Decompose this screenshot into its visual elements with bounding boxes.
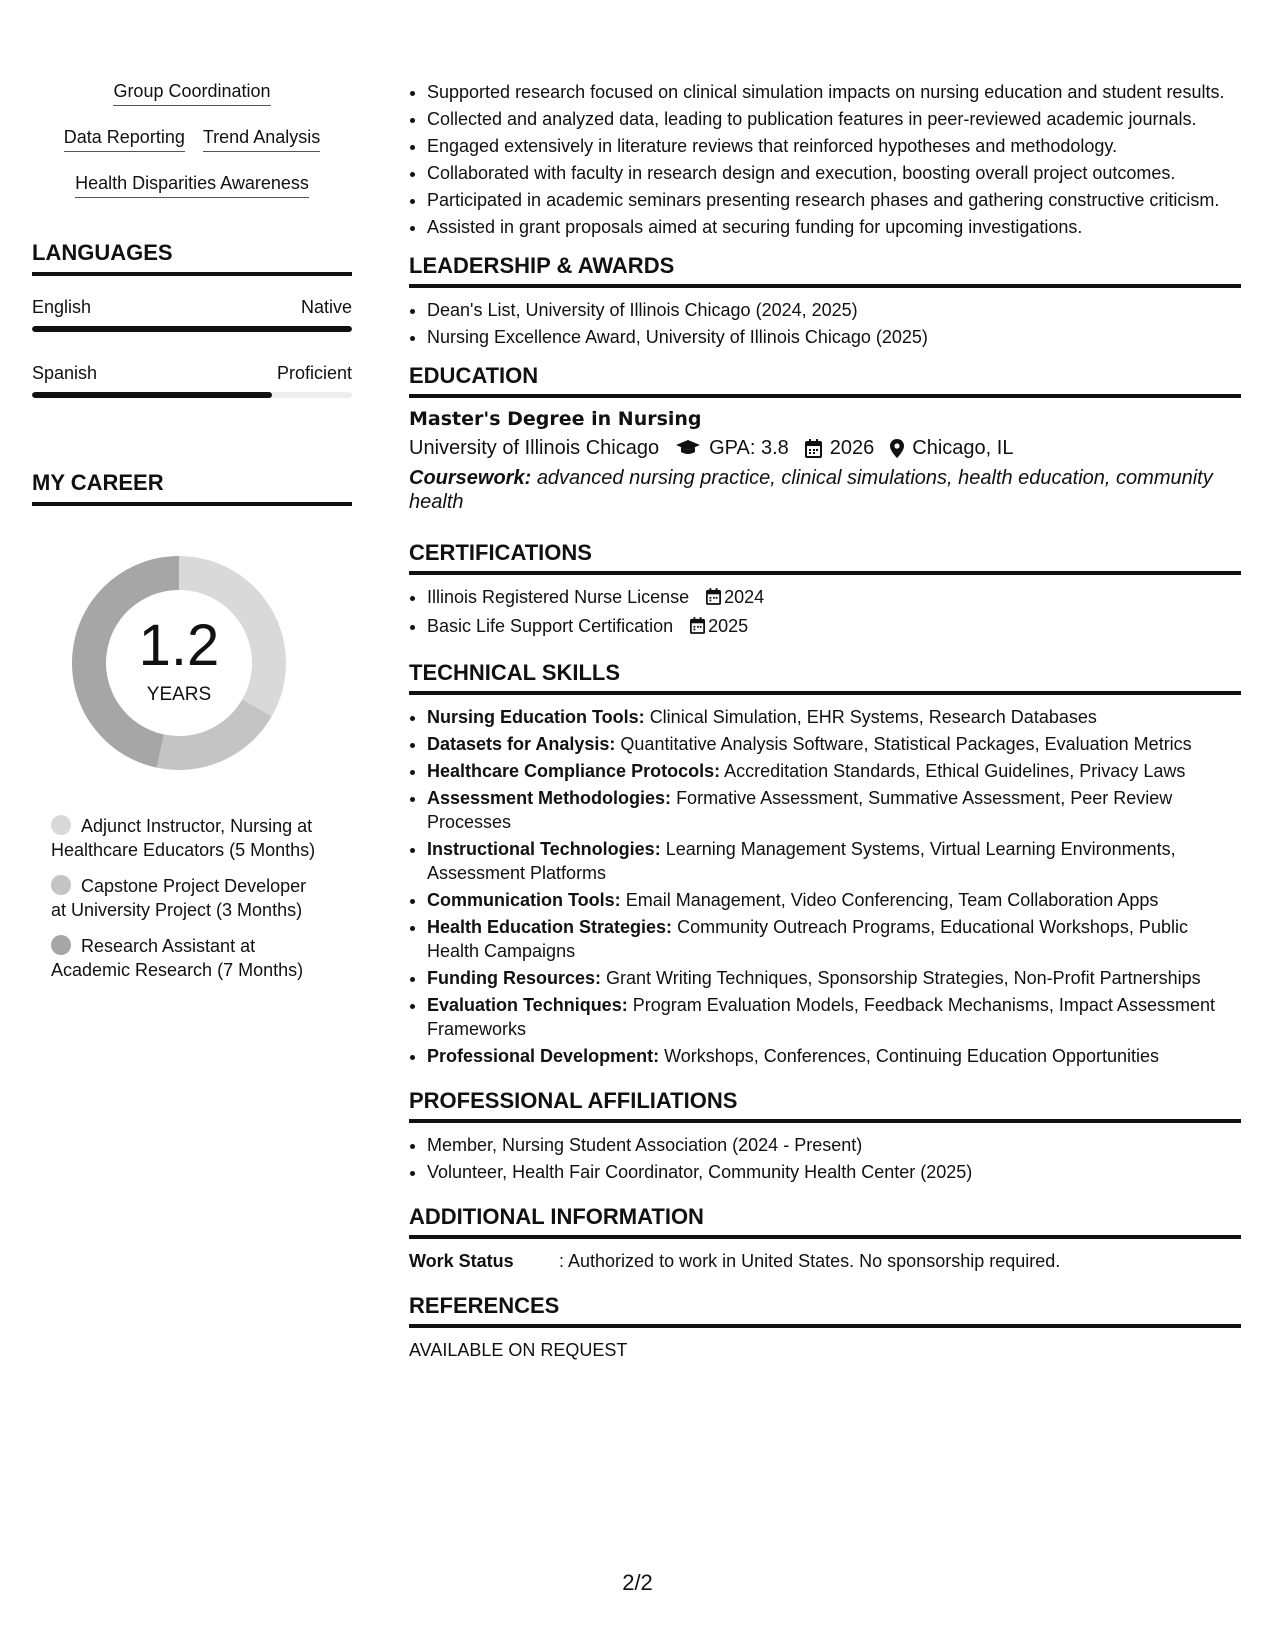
language-bar-fill (32, 392, 272, 398)
skill-label: Funding Resources: (427, 968, 602, 988)
career-item (51, 874, 321, 922)
list-item (427, 759, 1241, 783)
cert-name: Illinois Registered Nurse License (427, 587, 690, 607)
coursework (409, 466, 1241, 514)
skill-row (32, 172, 352, 198)
list-item: • Nursing Excellence Award, University of Illinois Chicago (2025) (427, 325, 1241, 349)
language-item (32, 362, 352, 398)
skill-tag: Health Disparities Awareness (75, 172, 309, 198)
calendar-icon (805, 439, 822, 458)
additional-info-heading: ADDITIONAL INFORMATION (409, 1204, 1241, 1239)
career-item-text: Research Assistant at Academic Research (7 Months) (51, 936, 304, 980)
legend-dot (51, 875, 71, 895)
location: Chicago, IL (912, 437, 1014, 459)
skill-value: Program Evaluation Models, Feedback Mechanisms, Impact Assessment Frameworks (427, 995, 1215, 1039)
list-item (427, 1044, 1241, 1068)
right-column (409, 80, 1241, 1362)
list-item: • Supported research focused on clinical simulation impacts on nursing education and student results. (427, 80, 1241, 104)
career-unit: YEARS (146, 684, 212, 705)
list-item: • Collected and analyzed data, leading to publication features in peer-reviewed academic journals. (427, 107, 1241, 131)
references-text: AVAILABLE ON REQUEST (409, 1340, 628, 1360)
affiliations-heading: PROFESSIONAL AFFILIATIONS (409, 1088, 1241, 1123)
legend-dot (51, 935, 71, 955)
skill-label: Nursing Education Tools: (427, 707, 645, 727)
cert-year: 2025 (708, 616, 749, 636)
coursework-text: advanced nursing practice, clinical simulations, health education, community health (409, 467, 1213, 513)
coursework-label: Coursework: (409, 467, 532, 489)
skill-label: Evaluation Techniques: (427, 995, 628, 1015)
career-heading: MY CAREER (32, 470, 352, 506)
skill-value: Learning Management Systems, Virtual Learning Environments, Assessment Platforms (427, 839, 1176, 883)
graduation-cap-icon (675, 439, 701, 457)
location-pin-icon (890, 439, 904, 458)
technical-skills-heading: TECHNICAL SKILLS (409, 660, 1241, 695)
left-column (32, 80, 352, 994)
career-item (51, 934, 321, 982)
skill-label: Assessment Methodologies: (427, 788, 672, 808)
skill-value: Clinical Simulation, EHR Systems, Research Databases (649, 707, 1097, 727)
career-donut (64, 548, 294, 778)
certifications-list (409, 585, 1241, 640)
technical-skills-list (409, 705, 1241, 1068)
page-number: 2/2 (622, 1570, 653, 1595)
work-status (409, 1249, 1241, 1273)
graduation-year: 2026 (829, 437, 875, 459)
list-item: • Member, Nursing Student Association (2024 - Present) (427, 1133, 1241, 1157)
language-bar (32, 392, 352, 398)
skill-value: Accreditation Standards, Ethical Guidelines, Privacy Laws (724, 761, 1186, 781)
skill-label: Communication Tools: (427, 890, 621, 910)
skill-tag: Group Coordination (113, 80, 270, 106)
skill-row (32, 80, 352, 106)
skill-value: Email Management, Video Conferencing, Team Collaboration Apps (625, 890, 1159, 910)
list-item: • Assisted in grant proposals aimed at securing funding for upcoming investigations. (427, 215, 1241, 239)
list-item (427, 837, 1241, 885)
career-item-text: Capstone Project Developer at University Project (3 Months) (51, 876, 307, 920)
list-item: • Dean's List, University of Illinois Chicago (2024, 2025) (427, 298, 1241, 322)
experience-bullets (409, 80, 1241, 239)
career-item-text: Adjunct Instructor, Nursing at Healthcare Educators (5 Months) (51, 816, 316, 860)
education-heading: EDUCATION (409, 363, 1241, 398)
career-total: 1.2 (138, 613, 220, 678)
calendar-icon (690, 616, 705, 640)
list-item: • Collaborated with faculty in research design and execution, boosting overall project outcomes. (427, 161, 1241, 185)
skill-value: Grant Writing Techniques, Sponsorship Strategies, Non-Profit Partnerships (606, 968, 1201, 988)
gpa: GPA: 3.8 (709, 437, 789, 459)
list-item (427, 732, 1241, 756)
language-level: Native (300, 297, 352, 317)
skill-label: Healthcare Compliance Protocols: (427, 761, 721, 781)
list-item: • Volunteer, Health Fair Coordinator, Community Health Center (2025) (427, 1160, 1241, 1184)
career-item (51, 814, 321, 862)
languages-heading: LANGUAGES (32, 240, 352, 276)
skill-label: Health Education Strategies: (427, 917, 673, 937)
leadership-heading: LEADERSHIP & AWARDS (409, 253, 1241, 288)
list-item (427, 915, 1241, 963)
list-item (427, 966, 1241, 990)
work-status-label: Work Status (409, 1251, 514, 1271)
language-level: Proficient (276, 363, 352, 383)
work-status-value: : Authorized to work in United States. No sponsorship required. (559, 1251, 1061, 1271)
education-details (409, 434, 1241, 462)
cert-name: Basic Life Support Certification (427, 616, 674, 636)
language-name: English (32, 297, 92, 317)
skill-tag: Trend Analysis (203, 126, 320, 152)
skills-tags (32, 80, 352, 198)
skill-label: Professional Development: (427, 1046, 660, 1066)
school-name: University of Illinois Chicago (409, 437, 660, 459)
affiliations-list (409, 1133, 1241, 1184)
leadership-list (409, 298, 1241, 349)
career-legend (32, 814, 352, 982)
language-name: Spanish (32, 363, 98, 383)
references-heading: REFERENCES (409, 1293, 1241, 1328)
calendar-icon (706, 587, 721, 611)
certifications-heading: CERTIFICATIONS (409, 540, 1241, 575)
skill-label: Instructional Technologies: (427, 839, 661, 859)
list-item (427, 705, 1241, 729)
skill-row (32, 126, 352, 152)
language-bar (32, 326, 352, 332)
skill-value: Community Outreach Programs, Educational Workshops, Public Health Campaigns (427, 917, 1188, 961)
list-item: • Participated in academic seminars presenting research phases and gathering constructive criticism. (427, 188, 1241, 212)
list-item (427, 614, 1241, 640)
skill-label: Datasets for Analysis: (427, 734, 616, 754)
skill-tag: Data Reporting (64, 126, 185, 152)
degree-title: Master's Degree in Nursing (409, 408, 702, 430)
list-item (427, 786, 1241, 834)
donut-segment (157, 700, 272, 771)
language-bar-fill (32, 326, 352, 332)
list-item (427, 888, 1241, 912)
cert-year: 2024 (724, 587, 765, 607)
legend-dot (51, 815, 71, 835)
language-item (32, 296, 352, 332)
list-item (427, 993, 1241, 1041)
skill-value: Formative Assessment, Summative Assessment, Peer Review Processes (427, 788, 1173, 832)
list-item: • Engaged extensively in literature reviews that reinforced hypotheses and methodology. (427, 134, 1241, 158)
skill-value: Quantitative Analysis Software, Statistical Packages, Evaluation Metrics (620, 734, 1192, 754)
skill-value: Workshops, Conferences, Continuing Education Opportunities (664, 1046, 1160, 1066)
list-item (427, 585, 1241, 611)
